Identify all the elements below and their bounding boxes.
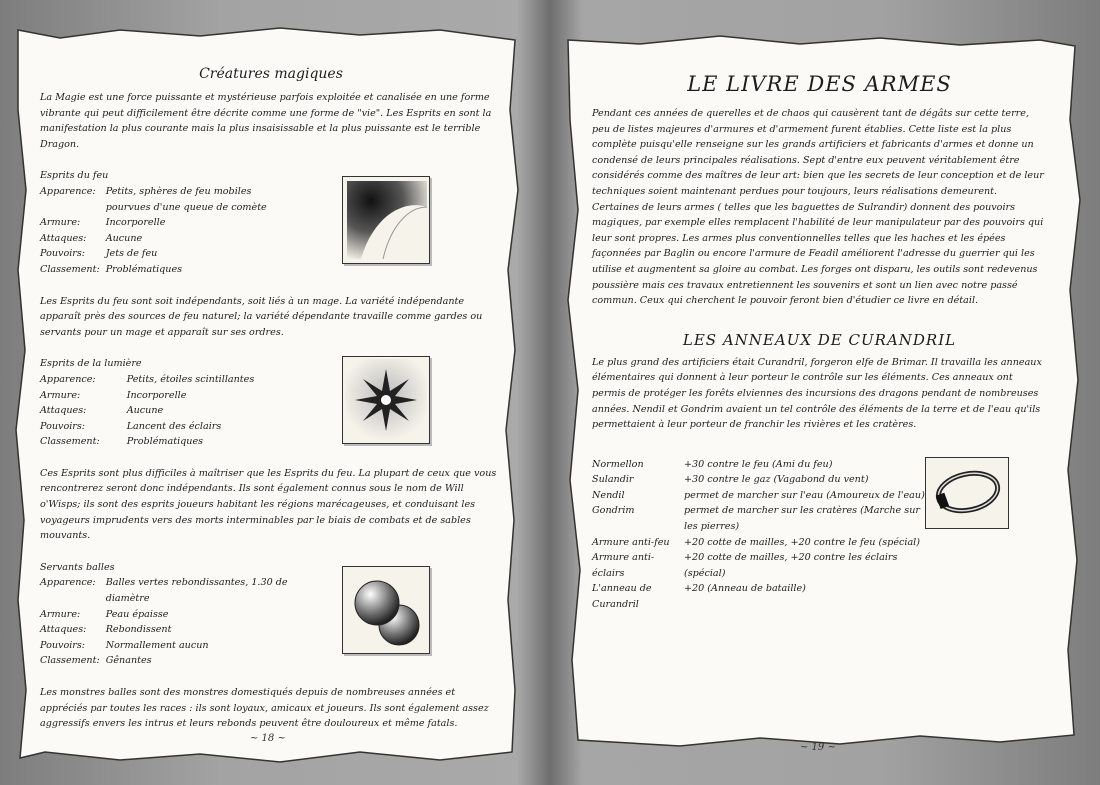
creature-block-balls bbox=[40, 560, 502, 732]
ball-servant-illustration bbox=[342, 566, 430, 654]
stat-label: Apparence: bbox=[40, 373, 96, 385]
ring-name: Nendil bbox=[592, 489, 625, 501]
rings-section-title: LES ANNEAUX DE CURANDRIL bbox=[682, 330, 957, 349]
right-intro: Pendant ces années de querelles et de chaos qui causèrent tant de dégâts sur cette terre, peu de listes majeures d'armures et d'armement furent établies. Cette liste est la plus complète puisqu'elle renseigne sur les grands artificiers et fabricants d'armes et donne un condensé de leurs principales réalisations. Sept d'entre eux peuvent véritablement être considérés comme des maîtres de leur art: bien que les secrets de leur conception et de leur techniques soient maintenant perdues pour toujours, leurs réalisations demeurent. Certaines de leurs armes ( telles que les baguettes de Sulrandir) donnent des pouvoirs magiques, par exemple elles remplacent l'habilité de leur manipulateur par des pouvoirs qui leur sont propres. Les armes plus conventionnelles telles que les haches et les épées façonnées par Baglin ou encore l'armure de Feadil améliorent l'adresse du guerrier qui les utilise et augmentent sa gloire au combat. Les forges ont disparu, les outils sont redevenus poussière mais ces travaux entretiennent les souvenirs et sont un lien avec notre passé commun. Ceux qui cherchent le pouvoir feront bien d'étudier ce livre en détail. bbox=[592, 108, 1044, 307]
stat-label: Apparence: bbox=[40, 185, 96, 197]
creature-name: Servants balles bbox=[40, 561, 115, 573]
stat-value: Aucune bbox=[105, 232, 143, 244]
ring-effect: +30 contre le gaz (Vagabond du vent) bbox=[684, 474, 869, 486]
ring-effect: +20 cotte de mailles, +20 contre le feu (spécial) bbox=[684, 536, 920, 548]
stat-value: Petits, sphères de feu mobiles pourvues d'une queue de comète bbox=[105, 185, 267, 213]
creature-name: Esprits de la lumière bbox=[40, 358, 142, 370]
ring-effect: permet de marcher sur l'eau (Amoureux de l'eau) bbox=[684, 489, 925, 501]
stat-value: Normallement aucun bbox=[105, 639, 209, 651]
stat-value: Incorporelle bbox=[105, 217, 166, 229]
stat-value: Peau épaisse bbox=[105, 608, 169, 620]
stat-label: Armure: bbox=[40, 608, 81, 620]
creature-stats bbox=[40, 575, 295, 669]
ring-name: Normellon bbox=[592, 458, 644, 470]
stat-value: Incorporelle bbox=[126, 389, 187, 401]
ring-row bbox=[592, 581, 932, 612]
ring-effect: +20 cotte de mailles, +20 contre les éclairs (spécial) bbox=[684, 552, 898, 579]
ring-stats bbox=[592, 457, 932, 613]
stat-value: Gênantes bbox=[105, 655, 152, 667]
stat-label: Armure: bbox=[40, 389, 81, 401]
ring-row bbox=[592, 535, 932, 551]
stat-label: Classement: bbox=[40, 436, 100, 448]
ring-row bbox=[592, 457, 932, 473]
stat-label: Classement: bbox=[40, 655, 100, 667]
stat-label: Attaques: bbox=[40, 232, 87, 244]
left-page bbox=[40, 66, 502, 732]
creature-name: Esprits du feu bbox=[40, 170, 109, 182]
right-page-title: LE LIVRE DES ARMES bbox=[687, 72, 952, 96]
left-intro: La Magie est une force puissante et mystérieuse parfois exploitée et canalisée en une forme vibrante qui peut difficilement être décrite comme une forme de "vie". Les Esprits en sont la manifestation la plus courante mais la plus insaisissable et la plus puissante est le terrible Dragon. bbox=[40, 92, 492, 150]
right-page bbox=[592, 72, 1047, 613]
stat-value: Lancent des éclairs bbox=[126, 420, 222, 432]
left-page-number: ~ 18 ~ bbox=[250, 733, 286, 744]
stat-label: Apparence: bbox=[40, 577, 96, 589]
ring-effect: +30 contre le feu (Ami du feu) bbox=[684, 458, 833, 470]
stat-label: Attaques: bbox=[40, 405, 87, 417]
ring-name: Gondrim bbox=[592, 505, 635, 517]
stat-label: Pouvoirs: bbox=[40, 420, 86, 432]
ring-effect: +20 (Anneau de bataille) bbox=[684, 583, 806, 595]
ring-name: L'anneau de Curandril bbox=[592, 583, 652, 611]
stat-value: Rebondissent bbox=[105, 624, 172, 636]
stat-label: Armure: bbox=[40, 217, 81, 229]
left-page-title: Créatures magiques bbox=[199, 66, 343, 82]
stat-value: Problématiques bbox=[105, 263, 183, 275]
stat-label: Pouvoirs: bbox=[40, 639, 86, 651]
creature-description: Ces Esprits sont plus difficiles à maîtriser que les Esprits du feu. La plupart de ceux que vous rencontrerez seront donc indépendants. Ils sont également connus sous le nom de Will o'Wisps; ils sont des esprits joueurs habitant les régions marécageuses, et conduisant les voyageurs imprudents vers des morts interminables par le biais de combats et de sables mouvants. bbox=[40, 467, 497, 542]
stat-value: Balles vertes rebondissantes, 1.30 de diamètre bbox=[105, 577, 288, 605]
light-spirit-illustration bbox=[342, 356, 430, 444]
creature-block-light bbox=[40, 356, 502, 544]
ring-illustration bbox=[925, 457, 1009, 529]
ring-name: Armure anti-éclairs bbox=[592, 552, 655, 579]
rings-list bbox=[592, 457, 1047, 613]
ring-row bbox=[592, 488, 932, 504]
stat-value: Petits, étoiles scintillantes bbox=[126, 373, 255, 385]
ring-row bbox=[592, 550, 932, 581]
right-page-number: ~ 19 ~ bbox=[800, 742, 836, 753]
ring-effect: permet de marcher sur les cratères (Marche sur les pierres) bbox=[684, 505, 920, 533]
stat-value: Problématiques bbox=[126, 436, 204, 448]
stat-label: Pouvoirs: bbox=[40, 248, 86, 260]
fire-spirit-illustration bbox=[342, 176, 430, 264]
creature-description: Les Esprits du feu sont soit indépendants, soit liés à un mage. La variété indépendante apparaît près des sources de feu naturel; la variété dépendante travaille comme gardes ou servants pour un mage et apparaît sur ses ordres. bbox=[40, 295, 483, 338]
rings-intro: Le plus grand des artificiers était Curandril, forgeron elfe de Brimar. Il travailla les anneaux élémentaires qui donnent à leur porteur le contrôle sur les éléments. Ces anneaux ont permis de protéger les forêts elviennes des incursions des dragons pendant de nombreuses années. Nendil et Gondrim avaient un tel contrôle des éléments de la terre et de l'eau qu'ils permettaient à leur porteur de franchir les rivières et les cratères. bbox=[592, 356, 1042, 431]
creature-stats bbox=[40, 372, 295, 450]
creature-block-fire bbox=[40, 168, 502, 340]
creature-stats bbox=[40, 184, 295, 278]
stat-label: Attaques: bbox=[40, 624, 87, 636]
stat-value: Aucune bbox=[126, 405, 164, 417]
stat-value: Jets de feu bbox=[105, 248, 158, 260]
ring-row bbox=[592, 472, 932, 488]
ring-row bbox=[592, 503, 932, 534]
creature-description: Les monstres balles sont des monstres domestiqués depuis de nombreuses années et appréciés par toutes les races : ils sont loyaux, amicaux et joueurs. Ils sont également assez aggressifs envers les intrus et leurs rebonds peuvent être douloureux et même fatals. bbox=[40, 687, 489, 730]
ring-name: Armure anti-feu bbox=[592, 536, 670, 548]
stat-label: Classement: bbox=[40, 263, 100, 275]
ring-name: Sulandir bbox=[592, 474, 634, 486]
